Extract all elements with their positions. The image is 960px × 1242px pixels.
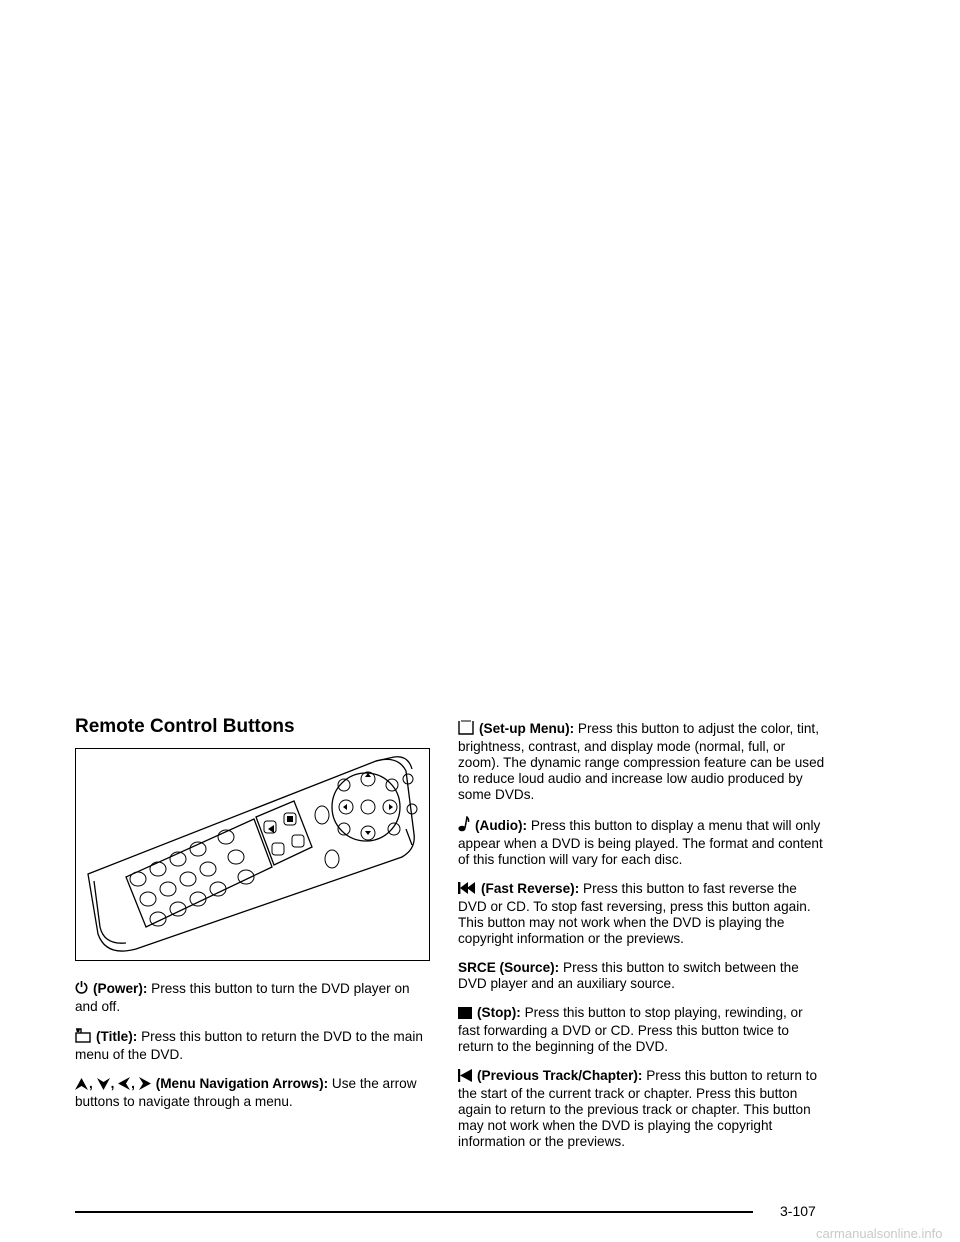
previous-track-icon [458, 1069, 472, 1086]
fast-reverse-label: (Fast Reverse): [481, 881, 580, 896]
arrow-separator-3: , [131, 1076, 135, 1091]
previous-track-text: Press this button to return to the start of the current track or chapter. Press this button again to return to the previous track or chapter. This button may not work when the DVD is playing the copyright information or the previews. [458, 1068, 817, 1149]
title-entry [75, 1028, 435, 1063]
title-text: Press this button to return the DVD to the main menu of the DVD. [75, 1029, 423, 1062]
watermark: carmanualsonline.info [816, 1226, 943, 1241]
stop-icon [458, 1007, 472, 1023]
up-arrow-icon [75, 1078, 88, 1094]
left-column [75, 980, 435, 1123]
power-icon [75, 980, 88, 999]
previous-track-entry [458, 1068, 828, 1150]
stop-label: (Stop): [477, 1005, 521, 1020]
source-entry [458, 960, 828, 992]
down-arrow-icon [97, 1078, 110, 1094]
setup-menu-entry [458, 720, 828, 803]
footer-rule [75, 1211, 753, 1213]
power-label: (Power): [93, 981, 148, 996]
setup-menu-icon [458, 720, 474, 739]
left-arrow-icon [118, 1077, 130, 1094]
arrow-separator-2: , [110, 1076, 115, 1091]
fast-reverse-entry [458, 881, 828, 947]
arrow-separator-1: , [89, 1076, 93, 1091]
setup-menu-label: (Set-up Menu): [479, 721, 575, 736]
setup-menu-text: Press this button to adjust the color, tint, brightness, contrast, and display mode (normal, full, or zoom). The dynamic range compression feature can be used to reduce loud audio and increase low audio produced by some DVDs. [458, 721, 825, 802]
right-arrow-icon [139, 1077, 151, 1094]
right-column [458, 720, 828, 1163]
fast-reverse-text: Press this button to fast reverse the DVD or CD. To stop fast reversing, press this button again. This button may not work when the DVD is playing the copyright information or the previews. [458, 881, 811, 946]
stop-entry [458, 1005, 828, 1055]
remote-control-figure [75, 748, 430, 961]
navigation-arrows-entry [75, 1076, 435, 1110]
fast-reverse-icon [458, 881, 476, 899]
audio-entry [458, 816, 828, 868]
source-label: SRCE (Source): [458, 960, 560, 975]
audio-text: Press this button to display a menu that will only appear when a DVD is being played. The format and content of this function will vary for each disc. [458, 818, 823, 867]
title-label: (Title): [96, 1029, 138, 1044]
power-text: Press this button to turn the DVD player on and off. [75, 981, 410, 1014]
source-text: Press this button to switch between the DVD player and an auxiliary source. [458, 960, 799, 991]
stop-text: Press this button to stop playing, rewinding, or fast forwarding a DVD or CD. Press this button twice to return to the beginning of the DVD. [458, 1005, 803, 1054]
audio-label: (Audio): [475, 818, 528, 833]
navigation-arrows-text: Use the arrow buttons to navigate through a menu. [75, 1076, 417, 1109]
navigation-arrows-label: (Menu Navigation Arrows): [155, 1076, 329, 1091]
page-number: 3-107 [780, 1203, 816, 1219]
power-entry [75, 980, 435, 1015]
previous-track-label: (Previous Track/Chapter): [477, 1068, 643, 1083]
title-icon [75, 1028, 91, 1047]
section-title: Remote Control Buttons [75, 716, 295, 737]
remote-control-illustration [76, 749, 428, 959]
audio-icon [458, 816, 470, 836]
